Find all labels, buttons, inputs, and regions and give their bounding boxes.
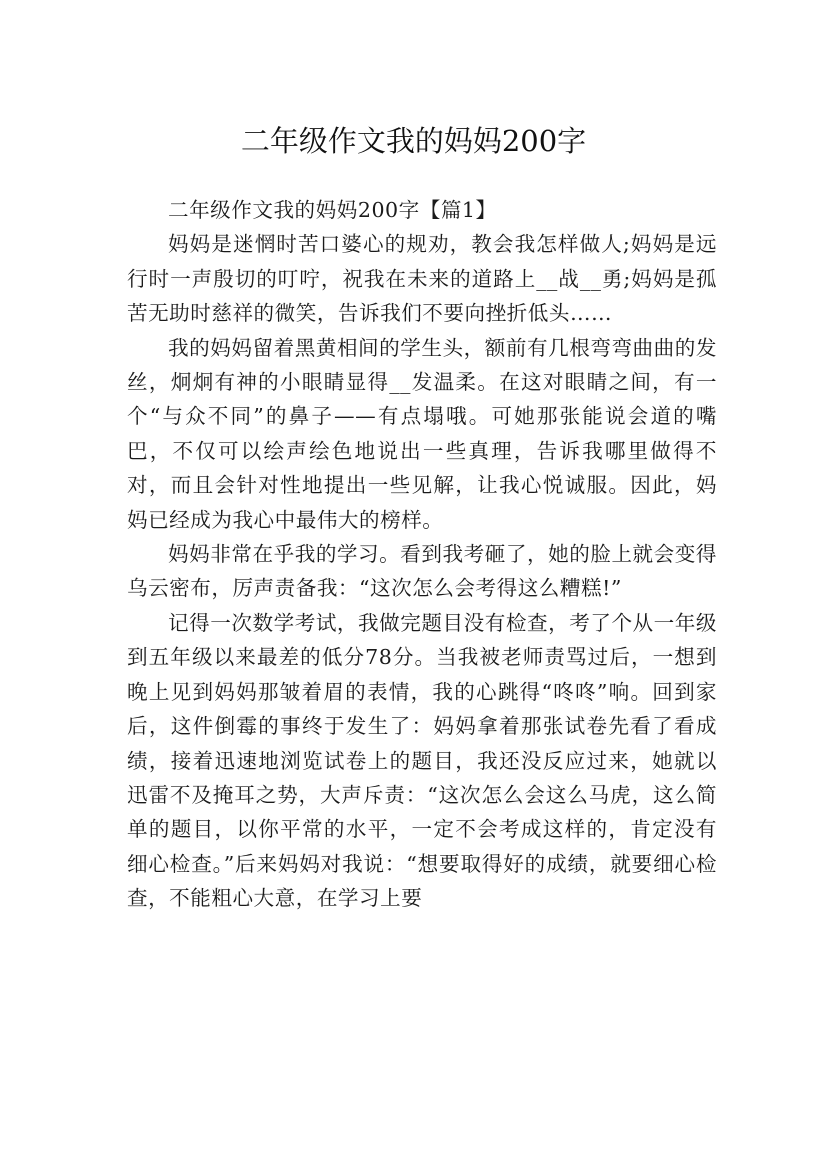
section-heading: 二年级作文我的妈妈200字【篇1】 xyxy=(168,198,497,222)
paragraph-intro: 妈妈是迷惘时苦口婆心的规劝，教会我怎样做人;妈妈是远行时一声殷切的叮咛，祝我在未来的道路上__战__勇;妈妈是孤苦无助时慈祥的微笑，告诉我们不要向挫折低头…… xyxy=(127,232,717,326)
paragraph-study: 妈妈非常在乎我的学习。看到我考砸了，她的脸上就会变得乌云密布，厉声责备我：“这次怎么会考得这么糟糕!” xyxy=(127,542,717,601)
document-title: 二年级作文我的妈妈200字 xyxy=(240,124,587,159)
paragraph-math-test: 记得一次数学考试，我做完题目没有检查，考了个从一年级到五年级以来最差的低分78分。当我被老师责骂过后，一想到晚上见到妈妈那皱着眉的表情，我的心跳得“咚咚”响。回到家后，这件倒霉的事终于发生了：妈妈拿着那张试卷先看了看成绩，接着迅速地浏览试卷上的题目，我还没反应过来，她就以迅雷不及掩耳之势，大声斥责：“这次怎么会这么马虎，这么简单的题目，以你平常的水平，一定不会考成这样的，肯定没有细心检查。”后来妈妈对我说：“想要取得好的成绩，就要细心检查，不能粗心大意，在学习上要 xyxy=(127,610,717,911)
paragraph-appearance: 我的妈妈留着黑黄相间的学生头，额前有几根弯弯曲曲的发丝，炯炯有神的小眼睛显得__发温柔。在这对眼睛之间，有一个“与众不同”的鼻子——有点塌哦。可她那张能说会道的嘴巴，不仅可以绘声绘色地说出一些真理，告诉我哪里做得不对，而且会针对性地提出一些见解，让我心悦诚服。因此，妈妈已经成为我心中最伟大的榜样。 xyxy=(127,335,717,532)
document-body xyxy=(127,193,717,916)
